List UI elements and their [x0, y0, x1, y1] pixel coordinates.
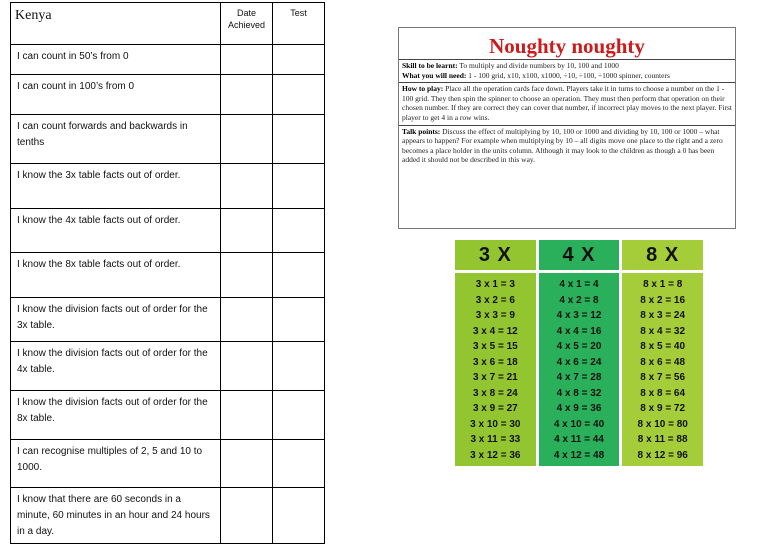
four-times-facts	[554, 277, 604, 463]
skill-text: I know the division facts out of order for the 3x table.	[11, 298, 221, 342]
test-cell[interactable]	[273, 209, 325, 253]
times-fact: 3 x 7 = 21	[472, 372, 518, 383]
test-cell[interactable]	[273, 253, 325, 298]
play-description: Place all the operation cards face down. Players take it in turns to choose a number on the 1 - 100 grid. They then spin the spinner to choose an operation. They must then perform that operation on their chosen number. If they are correct they can cover that number, if incorrect play moves to the next player. First player to get 4 in a row wins.	[402, 84, 732, 122]
card-title: Noughty noughty	[489, 34, 645, 58]
times-fact: 4 x 11 = 44	[554, 434, 604, 445]
times-fact: 8 x 10 = 80	[637, 418, 688, 430]
table-row	[11, 391, 325, 440]
pupil-name: Kenya	[11, 3, 221, 45]
times-fact: 8 x 6 = 48	[640, 356, 686, 368]
times-fact: 4 x 4 = 16	[556, 325, 602, 337]
times-fact: 8 x 4 = 32	[640, 325, 686, 337]
times-fact: 3 x 8 = 24	[472, 387, 518, 399]
times-fact: 8 x 9 = 72	[640, 403, 686, 414]
table-row	[11, 298, 325, 342]
play-label: How to play:	[402, 84, 444, 94]
times-fact: 4 x 9 = 36	[556, 403, 602, 414]
date-achieved-cell[interactable]	[221, 298, 273, 342]
skill-text: I can recognise multiples of 2, 5 and 10 to 1000.	[11, 440, 221, 488]
times-fact: 3 x 3 = 9	[475, 310, 515, 321]
times-fact: 8 x 8 = 64	[640, 387, 686, 399]
four-times-table	[539, 240, 620, 466]
table-row	[11, 45, 325, 75]
skill-text: I can count in 50’s from 0	[11, 45, 221, 75]
date-achieved-cell[interactable]	[221, 488, 273, 544]
skill-label: Skill to be learnt:	[402, 61, 458, 70]
skill-text: I know the division facts out of order for the 8x table.	[11, 391, 221, 440]
times-fact: 8 x 1 = 8	[643, 279, 683, 290]
date-achieved-header: Date Achieved	[221, 3, 273, 45]
skill-text: I can count in 100’s from 0	[11, 75, 221, 115]
skills-checklist-table	[10, 2, 325, 544]
table-row	[11, 209, 325, 253]
times-fact: 3 x 6 = 18	[472, 356, 518, 368]
need-description: 1 - 100 grid, x10, x100, x1000, ÷10, ÷100, ÷1000 spinner, counters	[468, 70, 670, 80]
times-fact: 8 x 7 = 56	[640, 372, 686, 383]
date-achieved-cell[interactable]	[221, 391, 273, 440]
table-row	[11, 75, 325, 115]
times-fact: 4 x 8 = 32	[556, 387, 602, 399]
table-row	[11, 488, 325, 544]
eight-times-table	[622, 240, 703, 466]
times-fact: 8 x 3 = 24	[640, 310, 686, 321]
times-fact: 4 x 10 = 40	[553, 418, 605, 430]
date-achieved-cell[interactable]	[221, 45, 273, 75]
eight-times-header: 8 X	[622, 240, 703, 273]
times-fact: 4 x 12 = 48	[553, 449, 605, 461]
times-fact: 3 x 9 = 27	[472, 403, 518, 414]
times-fact: 8 x 5 = 40	[640, 341, 686, 352]
times-fact: 4 x 6 = 24	[556, 356, 602, 368]
test-cell[interactable]	[273, 488, 325, 544]
times-fact: 8 x 11 = 88	[637, 434, 688, 445]
skill-text: I know the 3x table facts out of order.	[11, 164, 221, 209]
test-cell[interactable]	[273, 440, 325, 488]
talk-description: Discuss the effect of multiplying by 10, 100 or 1000 and dividing by 10, 100 or 1000 – what appears to happen? For example when multiplying by 10 – all digits move one place to the right and a zero becomes a place holder in the units column. Although it may look to the children as though a 0 has been added it should not be described in this way.	[402, 126, 723, 165]
three-times-header: 3 X	[455, 240, 536, 273]
skill-text: I know that there are 60 seconds in a minute, 60 minutes in an hour and 24 hours in a day.	[11, 488, 221, 544]
table-row	[11, 164, 325, 209]
times-fact: 8 x 12 = 96	[637, 449, 688, 461]
test-cell[interactable]	[273, 342, 325, 391]
times-fact: 4 x 7 = 28	[556, 372, 602, 383]
skill-description: To multiply and divide numbers by 10, 100 and 1000	[459, 61, 619, 70]
skill-text: I know the division facts out of order for the 4x table.	[11, 342, 221, 391]
date-achieved-cell[interactable]	[221, 164, 273, 209]
table-row	[11, 342, 325, 391]
times-fact: 8 x 2 = 16	[640, 294, 686, 306]
test-cell[interactable]	[273, 391, 325, 440]
three-times-table	[455, 240, 536, 466]
times-fact: 3 x 4 = 12	[472, 325, 518, 337]
test-cell[interactable]	[273, 75, 325, 115]
need-label: What you will need:	[402, 70, 467, 80]
times-fact: 3 x 5 = 15	[472, 341, 518, 352]
noughty-noughty-card	[398, 27, 736, 229]
how-to-play-section	[399, 82, 735, 124]
times-fact: 4 x 3 = 12	[556, 310, 602, 321]
date-achieved-cell[interactable]	[221, 75, 273, 115]
test-cell[interactable]	[273, 45, 325, 75]
test-cell[interactable]	[273, 164, 325, 209]
times-fact: 4 x 1 = 4	[559, 279, 599, 290]
date-achieved-cell[interactable]	[221, 115, 273, 164]
times-fact: 3 x 1 = 3	[475, 279, 515, 290]
eight-times-facts	[638, 277, 688, 463]
talk-label: Talk points:	[402, 126, 441, 136]
date-achieved-cell[interactable]	[221, 440, 273, 488]
date-achieved-cell[interactable]	[221, 342, 273, 391]
three-times-facts	[470, 277, 520, 463]
skill-text: I know the 8x table facts out of order.	[11, 253, 221, 298]
times-tables-grid	[455, 240, 703, 466]
test-cell[interactable]	[273, 298, 325, 342]
skill-text: I can count forwards and backwards in tenths	[11, 115, 221, 164]
date-achieved-cell[interactable]	[221, 209, 273, 253]
times-fact: 4 x 2 = 8	[559, 294, 599, 306]
test-cell[interactable]	[273, 115, 325, 164]
table-row	[11, 440, 325, 488]
table-header-row	[11, 3, 325, 45]
skill-section	[399, 59, 735, 82]
skill-text: I know the 4x table facts out of order.	[11, 209, 221, 253]
talk-points-section	[399, 125, 735, 167]
times-fact: 3 x 12 = 36	[470, 449, 521, 461]
times-fact: 3 x 2 = 6	[475, 294, 515, 306]
four-times-header: 4 X	[539, 240, 620, 273]
times-fact: 4 x 5 = 20	[556, 341, 602, 352]
table-row	[11, 115, 325, 164]
table-row	[11, 253, 325, 298]
times-fact: 3 x 10 = 30	[470, 418, 521, 430]
test-header: Test	[273, 3, 325, 45]
date-achieved-cell[interactable]	[221, 253, 273, 298]
times-fact: 3 x 11 = 33	[470, 434, 521, 445]
